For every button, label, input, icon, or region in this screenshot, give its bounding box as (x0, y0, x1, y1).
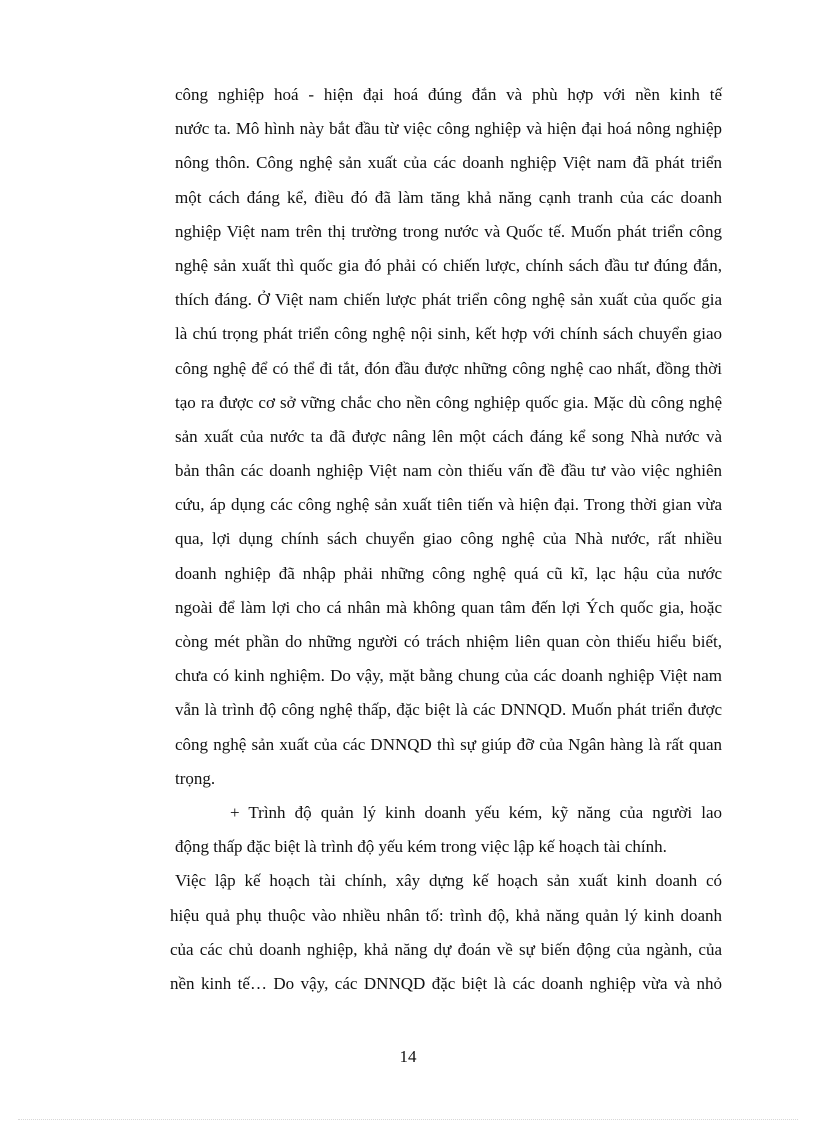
text-line: công nghệ sản xuất của các DNNQD thì sự giúp đỡ của Ngân hàng là rất quan (175, 734, 722, 754)
text-line: tạo ra được cơ sở vững chắc cho nền công nghiệp quốc gia. Mặc dù công nghệ (175, 392, 722, 412)
text-line: doanh nghiệp đã nhập phải những công nghệ quá cũ kĩ, lạc hậu của nước (175, 563, 722, 583)
text-line: nghiệp Việt nam trên thị trường trong nước và Quốc tế. Muốn phát triển công (175, 221, 722, 241)
text-line: nền kinh tế… Do vậy, các DNNQD đặc biệt là các doanh nghiệp vừa và nhỏ (170, 973, 722, 993)
text-line: của các chủ doanh nghiệp, khả năng dự đoán về sự biến động của ngành, của (170, 939, 722, 959)
text-line: nghệ sản xuất thì quốc gia đó phải có chiến lược, chính sách đầu tư đúng đắn, (175, 255, 722, 275)
text-line: hiệu quả phụ thuộc vào nhiều nhân tố: trình độ, khả năng quản lý kinh doanh (170, 905, 722, 925)
text-line: công nghệ để có thể đi tắt, đón đầu được những công nghệ cao nhất, đồng thời (175, 358, 722, 378)
text-line: ngoài để làm lợi cho cá nhân mà không quan tâm đến lợi Ých quốc gia, hoặc (175, 597, 722, 617)
text-line: qua, lợi dụng chính sách chuyển giao công nghệ của Nhà nước, rất nhiều (175, 529, 722, 549)
page-bottom-divider (18, 1119, 798, 1120)
text-line: Việc lập kế hoạch tài chính, xây dựng kế hoạch sản xuất kinh doanh có (175, 871, 722, 891)
text-line: trọng. (175, 768, 216, 788)
page-number: 14 (399, 1047, 417, 1066)
text-line: còng mét phần do những người có trách nhiệm liên quan còn thiếu hiểu biết, (175, 632, 722, 651)
text-line: nông thôn. Công nghệ sản xuất của các doanh nghiệp Việt nam đã phát triển (175, 153, 722, 173)
text-line: thích đáng. Ở Việt nam chiến lược phát triển công nghệ sản xuất của quốc gia (175, 290, 722, 310)
paragraph-financial-planning (170, 864, 722, 1001)
text-line: bản thân các doanh nghiệp Việt nam còn thiếu vấn đề đầu tư vào việc nghiên (175, 461, 722, 481)
text-line: chưa có kinh nghiệm. Do vậy, mặt bằng chung của các doanh nghiệp Việt nam (175, 666, 722, 686)
paragraph-technology (175, 78, 722, 796)
text-line: sản xuất của nước ta đã được nâng lên một cách đáng kể song Nhà nước và (175, 426, 722, 446)
paragraph-management-weakness (175, 796, 722, 864)
text-line: động thấp đặc biệt là trình độ yếu kém trong việc lập kế hoạch tài chính. (175, 837, 667, 857)
text-line: công nghiệp hoá - hiện đại hoá đúng đắn và phù hợp với nền kinh tế (175, 85, 722, 104)
text-line: nước ta. Mô hình này bắt đầu từ việc công nghiệp và hiện đại hoá nông nghiệp (175, 119, 722, 139)
text-line: cứu, áp dụng các công nghệ sản xuất tiên tiến và hiện đại. Trong thời gian vừa (175, 495, 722, 515)
text-line: là chú trọng phát triển công nghệ nội sinh, kết hợp với chính sách chuyển giao (175, 324, 722, 344)
text-line: vẫn là trình độ công nghệ thấp, đặc biệt là các DNNQD. Muốn phát triển được (175, 700, 722, 720)
text-line: + Trình độ quản lý kinh doanh yếu kém, kỹ năng của người lao (230, 802, 722, 822)
document-body (170, 78, 722, 1001)
text-line: một cách đáng kể, điều đó đã làm tăng khả năng cạnh tranh của các doanh (175, 187, 722, 207)
